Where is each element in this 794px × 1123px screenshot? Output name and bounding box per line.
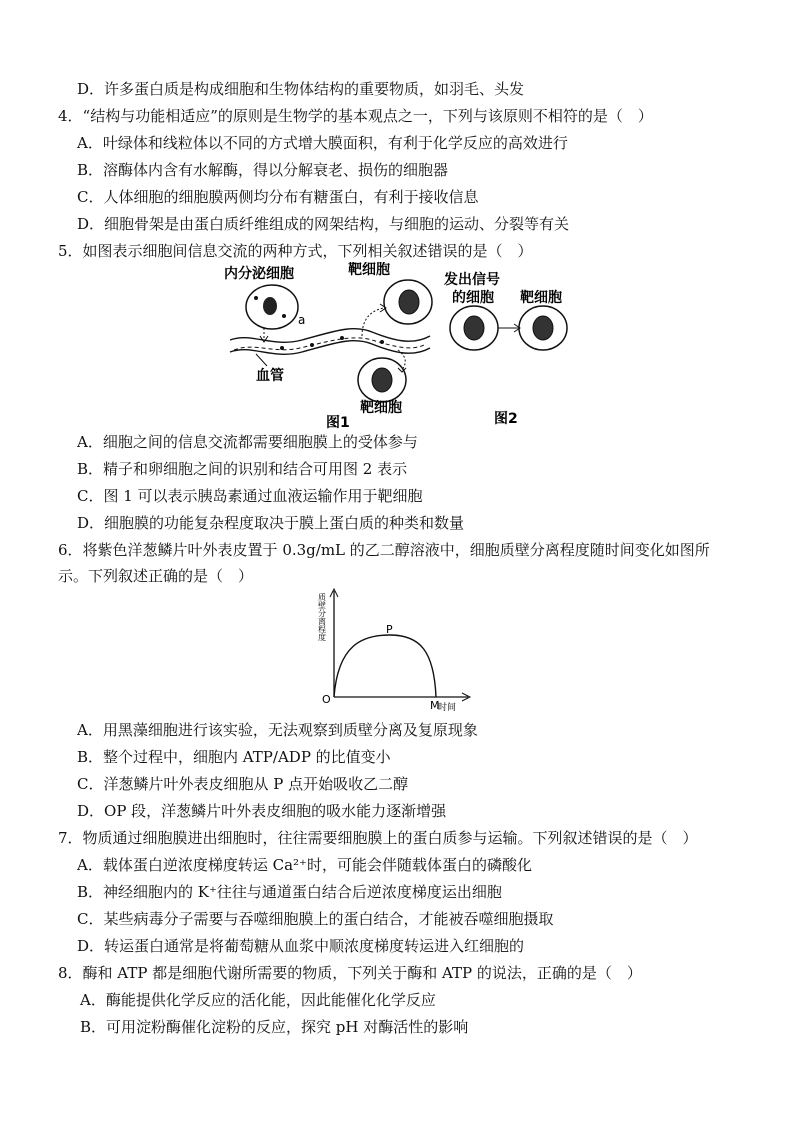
label-target-cell-top: 靶细胞 — [348, 262, 390, 278]
q6-option-d: D．OP 段，洋葱鳞片叶外表皮细胞的吸水能力逐渐增强 — [77, 802, 447, 820]
end-label-m: M — [430, 699, 440, 712]
q6-option-a: A．用黑藻细胞进行该实验，无法观察到质壁分离及复原现象 — [77, 721, 478, 739]
q5-stem: 5．如图表示细胞间信息交流的两种方式，下列相关叙述错误的是（ ） — [58, 242, 533, 260]
q5-option-a: A．细胞之间的信息交流都需要细胞膜上的受体参与 — [77, 433, 418, 451]
plasmolysis-curve — [334, 635, 436, 697]
q6-option-b: B．整个过程中，细胞内 ATP/ADP 的比值变小 — [77, 748, 391, 766]
figure-1-caption: 图1 — [326, 415, 350, 430]
q6-stem-line2: 示。下列叙述正确的是（ ） — [58, 567, 254, 585]
q8-option-b: B．可用淀粉酶催化淀粉的反应，探究 pH 对酶活性的影响 — [80, 1018, 469, 1036]
origin-label-o: O — [322, 693, 331, 706]
label-blood-vessel: 血管 — [256, 368, 284, 384]
figure-2-caption: 图2 — [494, 411, 518, 427]
label-endocrine-cell: 内分泌细胞 — [224, 266, 294, 282]
q6-option-c: C．洋葱鳞片叶外表皮细胞从 P 点开始吸收乙二醇 — [77, 775, 409, 793]
q4-stem: 4．“结构与功能相适应”的原则是生物学的基本观点之一，下列与该原则不相符的是（ ） — [58, 107, 653, 125]
q4-option-d: D．细胞骨架是由蛋白质纤维组成的网架结构，与细胞的运动、分裂等有关 — [77, 215, 570, 233]
figure-2-contact-diagram — [440, 268, 580, 428]
label-target-cell-bottom: 靶细胞 — [360, 400, 402, 416]
q7-option-b: B．神经细胞内的 K⁺往往与通道蛋白结合后逆浓度梯度运出细胞 — [77, 883, 502, 901]
vessel-wall-upper — [230, 329, 430, 343]
label-sender-line2: 的细胞 — [452, 290, 494, 306]
label-target-cell: 靶细胞 — [520, 290, 562, 306]
label-a: a — [298, 313, 306, 327]
figure-1-endocrine-diagram — [212, 262, 442, 430]
q8-stem: 8．酶和 ATP 都是细胞代谢所需要的物质，下列关于酶和 ATP 的说法，正确的是（ ） — [58, 964, 642, 982]
x-axis-label: 时间 — [438, 703, 457, 713]
q8-option-a: A．酶能提供化学反应的活化能，因此能催化化学反应 — [80, 991, 436, 1009]
q4-option-b: B．溶酶体内含有水解酶，得以分解衰老、损伤的细胞器 — [77, 161, 449, 179]
figure-plasmolysis-chart — [312, 585, 482, 715]
q7-option-d: D．转运蛋白通常是将葡萄糖从血浆中顺浓度梯度转运进入红细胞的 — [77, 937, 525, 955]
peak-label-p: P — [386, 623, 393, 636]
endocrine-cell-nucleus — [263, 297, 277, 315]
q5-option-d: D．细胞膜的功能复杂程度取决于膜上蛋白质的种类和数量 — [77, 514, 465, 532]
q7-option-c: C．某些病毒分子需要与吞噬细胞膜上的蛋白结合，才能被吞噬细胞摄取 — [77, 910, 554, 928]
q4-option-a: A．叶绿体和线粒体以不同的方式增大膜面积，有利于化学反应的高效进行 — [77, 134, 568, 152]
q5-option-c: C．图 1 可以表示胰岛素通过血液运输作用于靶细胞 — [77, 487, 423, 505]
q7-option-a: A．载体蛋白逆浓度梯度转运 Ca²⁺时，可能会伴随载体蛋白的磷酸化 — [77, 856, 532, 874]
label-sender-line1: 发出信号 — [444, 272, 500, 288]
q5-option-b: B．精子和卵细胞之间的识别和结合可用图 2 表示 — [77, 460, 408, 478]
y-axis-label: 质壁分离程度 — [317, 593, 327, 641]
q7-stem: 7．物质通过细胞膜进出细胞时，往往需要细胞膜上的蛋白质参与运输。下列叙述错误的是（ ） — [58, 829, 698, 847]
q6-stem-line1: 6．将紫色洋葱鳞片叶外表皮置于 0.3g/mL 的乙二醇溶液中，细胞质壁分离程度随时间变化如图所 — [58, 541, 710, 559]
q3-option-d: D．许多蛋白质是构成细胞和生物体结构的重要物质，如羽毛、头发 — [77, 80, 525, 98]
q4-option-c: C．人体细胞的细胞膜两侧均分布有糖蛋白，有利于接收信息 — [77, 188, 479, 206]
